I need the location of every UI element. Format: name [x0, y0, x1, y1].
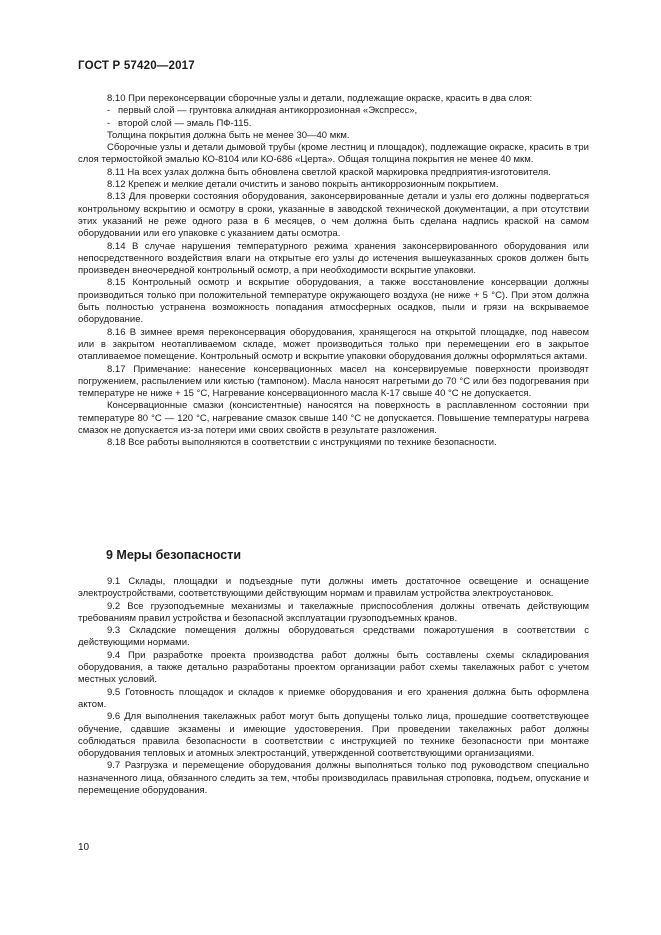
section-8-body — [78, 93, 589, 450]
paragraph: 8.11 На всех узлах должна быть обновлена светлой краской маркировка предприятия-изготовителя. — [107, 166, 551, 178]
paragraph: 9.6 Для выполнения такелажных работ могут быть допущены только лица, прошедшие соответствующее обучение, сдавшие экзамены и имеющие удостоверения. При проведении такелажных работ должны соблюдаться правила безопасности в соответствии с инструкцией по технике безопасности при монтаже оборудования тепловых и атомных электростанций, утвержденной соответствующими организациями. — [78, 711, 589, 760]
list-dash: - — [107, 105, 111, 117]
list-item-text: второй слой — эмаль ПФ-115. — [118, 117, 252, 129]
section-9-body — [78, 576, 589, 797]
paragraph: 9.4 При разработке проекта производства работ должны быть составлены схемы складирования оборудования, а также детально разработаны проектом организации работ схемы такелажных работ с учетом местных условий. — [78, 649, 589, 686]
paragraph: 8.14 В случае нарушения температурного режима хранения законсервированного оборудования или непосредственного воздействия влаги на открытые его узлы до истечения вышеуказанных сроков должен быть произведен внеочередной контрольный осмотр, а при необходимости вскрытие упаковки. — [78, 240, 589, 277]
paragraph: 8.16 В зимнее время переконсервация оборудования, хранящегося на открытой площадке, под навесом или в закрытом неотапливаемом складе, может производиться только при перемещении его в закрытое отапливаемое помещение. Контрольный осмотр и вскрытие упаковки оборудования должны оформляться актами. — [78, 326, 589, 363]
paragraph — [78, 105, 589, 117]
section-9-title: 9 Меры безопасности — [106, 548, 242, 562]
paragraph: 8.15 Контрольный осмотр и вскрытие оборудования, а также восстановление консервации должны производиться только при положительной температуре окружающего воздуха (не ниже + 5 °C). При этом должна быть полностью устранена возможность попадания атмосферных осадков, пыли и грязи на вскрываемое оборудование. — [78, 277, 589, 326]
paragraph: 8.12 Крепеж и мелкие детали очистить и заново покрыть антикоррозионным покрытием. — [107, 179, 499, 191]
paragraph: Толщина покрытия должна быть не менее 30—40 мкм. — [107, 129, 350, 141]
list-item-text: первый слой — грунтовка алкидная антикоррозионная «Экспресс», — [118, 105, 418, 117]
paragraph: Сборочные узлы и детали дымовой трубы (кроме лестниц и площадок), подлежащие окраске, красить в три слоя термостойкой эмалью КО-8104 или КО-686 «Церта». Общая толщина покрытия не менее 40 мкм. — [78, 142, 589, 166]
list-dash: - — [107, 117, 111, 129]
paragraph: 8.17 Примечание: нанесение консервационных масел на консервируемые поверхности производят погружением, распылением или кистью (тампоном). Масла наносят нагретыми до 70 °C или без подогревания при температуре не ниже + 15 °C, Нагревание консервационного масла К-17 свыше 40 °C не допускается. — [78, 363, 589, 400]
paragraph: 9.2 Все грузоподъемные механизмы и такелажные приспособления должны отвечать действующим требованиям правил устройства и безопасной эксплуатации грузоподъемных кранов. — [78, 600, 589, 624]
page-number: 10 — [78, 842, 90, 853]
paragraph: Консервационные смазки (консистентные) наносятся на поверхность в расплавленном состоянии при температуре 80 °C — 120 °C, нагревание смазок свыше 140 °C не допускается. Повышение температуры нагрева смазок не допускается из-за потери ими своих свойств в результате разложения. — [78, 400, 589, 437]
paragraph — [78, 118, 589, 130]
paragraph: 9.5 Готовность площадок и складов к приемке оборудования и его хранения должна быть оформлена актом. — [78, 686, 589, 710]
paragraph: 8.13 Для проверки состояния оборудования, законсервированные детали и узлы его должны подвергаться контрольному вскрытию и осмотру в сроки, указанные в заводской технической документации, а при отсутствии этих указаний не реже одного раза в 6 месяцев, о чем должна быть сделана надпись краской на самом оборудовании или его упаковке с указанием даты осмотра. — [78, 191, 589, 240]
paragraph: 8.10 При переконсервации сборочные узлы и детали, подлежащие окраске, красить в два слоя: — [107, 93, 533, 104]
paragraph: 9.7 Разгрузка и перемещение оборудования должны выполняться только под руководством специально назначенного лица, обязанного следить за тем, чтобы производилась правильная строповка, подъем, опускание и перемещение оборудования. — [78, 760, 589, 797]
paragraph: 8.18 Все работы выполняются в соответствии с инструкциями по технике безопасности. — [107, 437, 497, 449]
paragraph: 9.3 Складские помещения должны оборудоваться средствами пожаротушения в соответствии с действующими нормами. — [78, 625, 589, 649]
document-header-code: ГОСТ Р 57420—2017 — [78, 60, 195, 72]
paragraph: 9.1 Склады, площадки и подъездные пути должны иметь достаточное освещение и оснащение электроустройствами, соответствующими действующим нормам и правилам устройства электроустановок. — [78, 576, 589, 600]
